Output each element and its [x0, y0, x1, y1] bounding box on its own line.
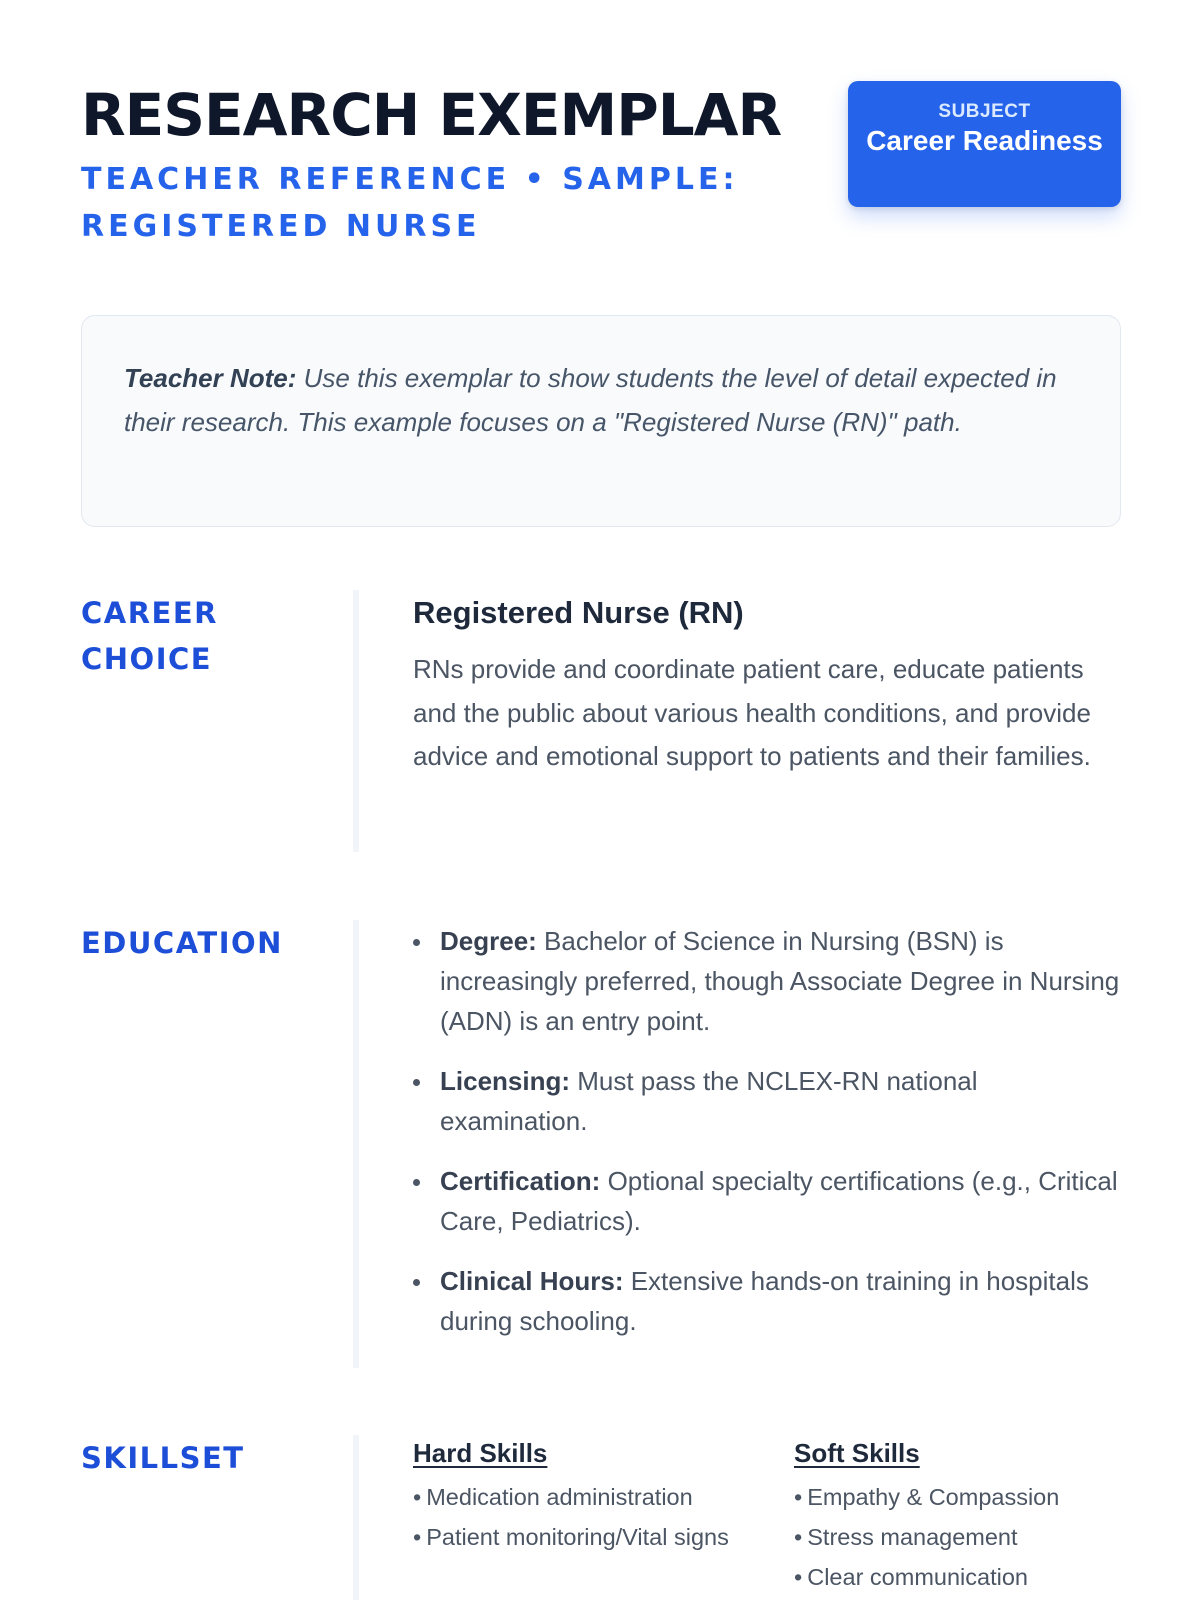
hard-skills-list: [413, 1481, 733, 1554]
teacher-note-text: Use this exemplar to show students the level of detail expected in their research. This example focuses on a "Registered Nurse (RN)" path.: [124, 363, 1057, 437]
skill-text: Patient monitoring/Vital signs: [426, 1524, 729, 1550]
bullet-icon: •: [413, 1524, 422, 1550]
education-item-key: Licensing:: [440, 1066, 571, 1096]
bullet-icon: •: [794, 1524, 803, 1550]
skillset-divider: [353, 1435, 359, 1600]
career-choice-divider: [353, 590, 359, 852]
list-item: [413, 1521, 733, 1554]
hard-skills-column: [413, 1433, 733, 1561]
career-choice-label: CAREER CHOICE: [81, 596, 219, 676]
bullet-icon: •: [794, 1484, 803, 1510]
career-choice-section: [81, 590, 1121, 852]
list-item: [794, 1481, 1114, 1514]
skill-text: Clear communication: [807, 1564, 1028, 1590]
bullet-icon: •: [794, 1564, 803, 1590]
skill-text: Medication administration: [426, 1484, 693, 1510]
skillset-label: SKILLSET: [81, 1441, 245, 1475]
list-item: [794, 1561, 1114, 1594]
education-label: EDUCATION: [81, 926, 283, 960]
subject-badge-value: Career Readiness: [866, 125, 1103, 156]
page-title: RESEARCH EXEMPLAR: [81, 81, 782, 149]
skill-text: Empathy & Compassion: [807, 1484, 1060, 1510]
education-item-text: Bachelor of Science in Nursing (BSN) is increasingly preferred, though Associate Degree in Nursing (ADN) is an entry point.: [440, 926, 1120, 1036]
soft-skills-list: [794, 1481, 1114, 1594]
teacher-note-label: Teacher Note:: [124, 363, 297, 393]
education-list: [413, 921, 1121, 1341]
education-divider: [353, 920, 359, 1368]
education-item-text: Extensive hands-on training in hospitals during schooling.: [440, 1266, 1089, 1336]
teacher-note-box: [81, 315, 1121, 527]
page-header: [81, 0, 1121, 300]
career-description: RNs provide and coordinate patient care, educate patients and the public about various health conditions, and provide advice and emotional support to patients and their families.: [413, 654, 1091, 771]
soft-skills-column: [794, 1433, 1114, 1601]
education-body: [413, 921, 1121, 1361]
bullet-icon: •: [413, 1484, 422, 1510]
education-section: [81, 920, 1121, 1368]
subject-badge: [848, 81, 1121, 207]
subject-badge-label: SUBJECT: [938, 101, 1031, 122]
list-item: [794, 1521, 1114, 1554]
skill-text: Stress management: [807, 1524, 1018, 1550]
education-item-key: Degree:: [440, 926, 537, 956]
research-exemplar-page: [81, 0, 1121, 1590]
career-title: Registered Nurse (RN): [413, 595, 744, 630]
education-item-certification: [413, 1161, 1121, 1241]
education-item-text: Must pass the NCLEX-RN national examination.: [440, 1066, 978, 1136]
hard-skills-heading: Hard Skills: [413, 1438, 548, 1468]
education-item-clinical-hours: [413, 1261, 1121, 1341]
education-item-key: Certification:: [440, 1166, 601, 1196]
list-item: [413, 1481, 733, 1514]
education-item-key: Clinical Hours:: [440, 1266, 624, 1296]
page-subtitle: TEACHER REFERENCE • SAMPLE: REGISTERED NURSE: [81, 162, 739, 244]
soft-skills-heading: Soft Skills: [794, 1438, 920, 1468]
education-item-degree: [413, 921, 1121, 1041]
education-item-text: Optional specialty certifications (e.g., Critical Care, Pediatrics).: [440, 1166, 1118, 1236]
career-choice-body: [413, 590, 1121, 779]
skillset-section: [81, 1435, 1121, 1600]
education-item-licensing: [413, 1061, 1121, 1141]
